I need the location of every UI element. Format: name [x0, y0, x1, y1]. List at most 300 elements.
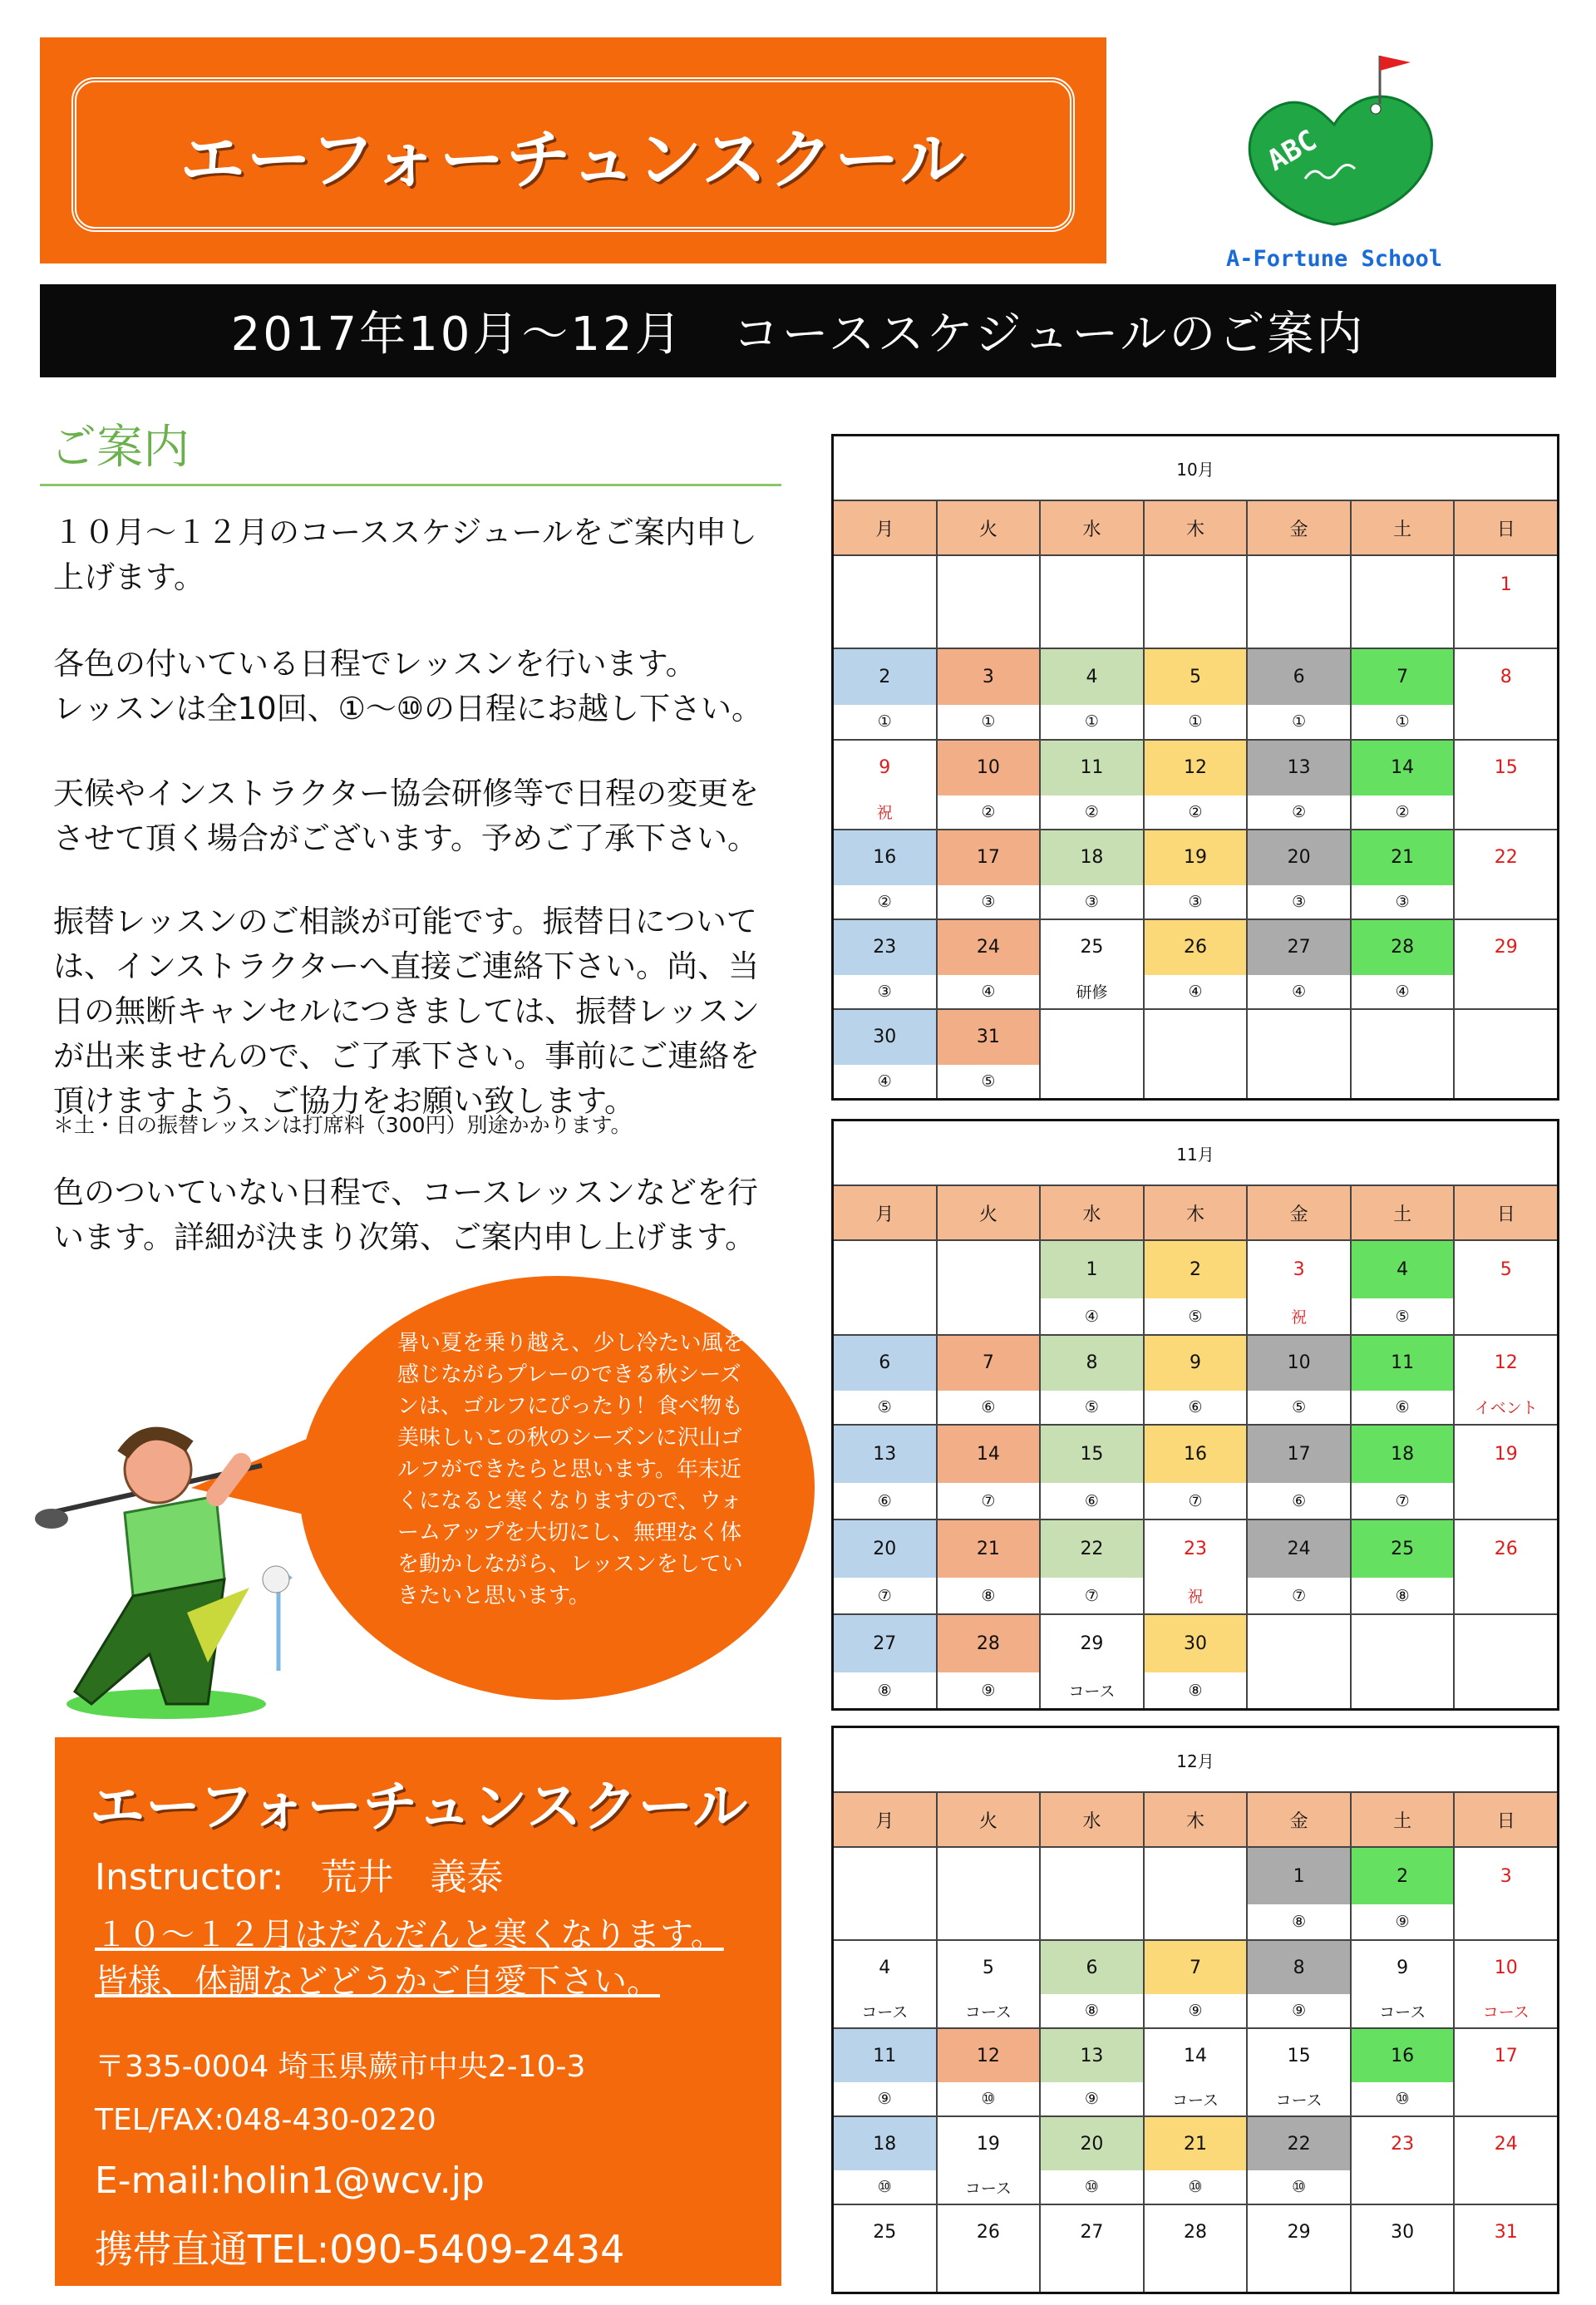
day-number: 26 — [1494, 1539, 1518, 1560]
day-lesson-label: ① — [981, 712, 996, 731]
day-number: 7 — [1396, 666, 1409, 687]
day-number: 27 — [873, 1633, 897, 1655]
calendar-day-cell — [1145, 2117, 1249, 2204]
day-lesson-label: ⑤ — [1292, 1397, 1307, 1416]
calendar-week-row — [834, 741, 1557, 830]
calendar-day-cell — [1455, 1241, 1557, 1334]
day-lesson-label: ① — [1188, 712, 1203, 731]
day-number: 11 — [1391, 1352, 1415, 1374]
weekday-header-row — [834, 1186, 1557, 1241]
calendar-day-cell — [938, 741, 1042, 829]
day-lesson-label: ⑩ — [1292, 2178, 1307, 2197]
weekday-label: 日 — [1496, 1810, 1515, 1832]
day-number: 17 — [1494, 2045, 1518, 2066]
day-number: 3 — [1293, 1259, 1305, 1281]
calendar-day-cell — [938, 1941, 1042, 2027]
calendar-day-cell — [834, 2117, 938, 2204]
day-number: 14 — [1184, 2045, 1208, 2066]
day-number: 25 — [1080, 937, 1104, 958]
day-lesson-label: ③ — [1084, 892, 1099, 911]
calendar-day-cell — [1455, 1520, 1557, 1613]
calendar-day-cell — [1248, 1336, 1352, 1424]
calendar-week-row — [834, 1520, 1557, 1615]
calendar-day-cell — [938, 1426, 1042, 1519]
day-number: 20 — [1080, 2133, 1104, 2155]
calendar-day-cell — [1145, 1941, 1249, 2027]
calendar-day-cell — [1455, 2117, 1557, 2204]
calendar-week-row — [834, 830, 1557, 920]
day-number: 15 — [1287, 2045, 1311, 2066]
calendar-day-cell — [1455, 1426, 1557, 1519]
day-number: 18 — [1391, 1444, 1415, 1465]
calendar-month-title: 12月 — [834, 1728, 1557, 1793]
calendar-day-cell — [1041, 1241, 1145, 1334]
day-number: 30 — [1184, 1633, 1208, 1655]
calendar-day-cell — [1248, 1848, 1352, 1939]
calendar-day-cell — [1145, 1426, 1249, 1519]
title-frame — [71, 77, 1075, 232]
calendar-day-cell — [1041, 1848, 1145, 1939]
calendar-day-cell — [834, 2205, 938, 2292]
calendar-day-cell — [1352, 2117, 1456, 2204]
calendar-day-cell — [1455, 1615, 1557, 1708]
calendar-day-cell — [834, 741, 938, 829]
day-lesson-label: ① — [1084, 712, 1099, 731]
weekday-label: 水 — [1041, 1186, 1145, 1239]
calendar-week-row — [834, 920, 1557, 1010]
day-lesson-label: ⑤ — [877, 1397, 892, 1416]
day-lesson-label: ⑧ — [981, 1586, 996, 1605]
calendar-week-row — [834, 2029, 1557, 2117]
calendar-day-cell — [1248, 741, 1352, 829]
calendar-day-cell — [1145, 2205, 1249, 2292]
day-lesson-label: ⑨ — [1292, 2002, 1307, 2021]
day-number: 24 — [1494, 2133, 1518, 2155]
day-lesson-label: ⑦ — [877, 1586, 892, 1605]
calendar-day-cell — [1145, 1336, 1249, 1424]
weekday-label: 月 — [834, 1793, 938, 1846]
weekday-label: 日 — [1496, 519, 1515, 540]
day-lesson-label: ⑩ — [877, 2178, 892, 2197]
calendar-day-cell — [834, 1941, 938, 2027]
day-number: 24 — [1287, 1539, 1311, 1560]
calendar-day-cell — [1455, 920, 1557, 1008]
calendar-day-cell — [1145, 2029, 1249, 2115]
day-lesson-label: ⑦ — [1188, 1491, 1203, 1510]
golf-ball-icon — [1371, 104, 1381, 114]
day-lesson-label: ⑩ — [1188, 2178, 1203, 2197]
day-lesson-label: ⑧ — [1292, 1913, 1307, 1932]
day-lesson-label: ⑩ — [1084, 2178, 1099, 2197]
calendar-day-cell — [1455, 1941, 1557, 2027]
day-number: 10 — [1494, 1957, 1518, 1978]
weekday-label: 日 — [1496, 1204, 1515, 1225]
day-lesson-label: ② — [1395, 802, 1410, 821]
calendar-day-cell — [834, 1010, 938, 1098]
calendar-day-cell — [1248, 1615, 1352, 1708]
day-lesson-label: ② — [1292, 802, 1307, 821]
calendar-month-title: 11月 — [834, 1121, 1557, 1186]
title-banner — [40, 37, 1106, 263]
calendar-day-cell — [1455, 830, 1557, 919]
day-lesson-label: ⑦ — [1395, 1491, 1410, 1510]
calendar-day-cell — [1248, 649, 1352, 739]
day-number: 19 — [1184, 847, 1208, 869]
weekday-label: 土 — [1352, 501, 1456, 554]
calendar-day-cell — [834, 920, 938, 1008]
guide-paragraph-course: 色のついていない日程で、コースレッスンなどを行います。詳細が決まり次第、ご案内申し上げます。 — [53, 1175, 759, 1255]
day-lesson-label: ⑩ — [981, 2090, 996, 2109]
calendar-day-cell — [1248, 2029, 1352, 2115]
calendar-day-cell — [1041, 2117, 1145, 2204]
day-lesson-label: ⑨ — [877, 2090, 892, 2109]
calendar-day-cell — [1455, 2029, 1557, 2115]
contact-footer — [55, 1737, 781, 2286]
calendar-day-cell — [1352, 556, 1456, 648]
calendar-november — [831, 1119, 1559, 1711]
day-lesson-label: ① — [1292, 712, 1307, 731]
weekday-label: 土 — [1352, 1186, 1456, 1239]
day-number: 16 — [873, 847, 897, 869]
day-number: 22 — [1494, 847, 1518, 869]
day-lesson-label: ③ — [1188, 892, 1203, 911]
weekday-label: 月 — [834, 1186, 938, 1239]
day-number: 9 — [1396, 1957, 1409, 1978]
day-number: 24 — [976, 937, 1000, 958]
day-lesson-label: ⑤ — [981, 1071, 996, 1091]
day-number: 29 — [1080, 1633, 1104, 1655]
calendar-day-cell — [834, 1426, 938, 1519]
calendar-day-cell — [1352, 1848, 1456, 1939]
calendar-day-cell — [938, 1010, 1042, 1098]
calendar-day-cell — [834, 1520, 938, 1613]
weekday-header-row — [834, 501, 1557, 556]
day-number: 27 — [1287, 937, 1311, 958]
calendar-day-cell — [1145, 830, 1249, 919]
day-number: 25 — [1391, 1539, 1415, 1560]
mobile-phone[interactable]: 携帯直通TEL:090-5409-2434 — [95, 2227, 625, 2272]
calendar-day-cell — [1352, 1010, 1456, 1098]
calendar-day-cell — [1145, 649, 1249, 739]
day-lesson-label: コース — [861, 2002, 909, 2022]
seasonal-message — [95, 1912, 724, 2005]
day-number: 15 — [1080, 1444, 1104, 1465]
guide-colors-line1: 各色の付いている日程でレッスンを行います。 — [53, 646, 697, 682]
calendar-day-cell — [1145, 1848, 1249, 1939]
day-number: 6 — [879, 1352, 891, 1374]
calendar-day-cell — [1248, 920, 1352, 1008]
school-title: エーフォーチュンスクール — [180, 123, 967, 198]
calendar-day-cell — [1352, 1241, 1456, 1334]
day-number: 2 — [1396, 1865, 1409, 1887]
day-number: 4 — [1396, 1259, 1409, 1281]
day-number: 30 — [1391, 2221, 1415, 2243]
calendar-day-cell — [834, 1336, 938, 1424]
weekday-label: 水 — [1041, 1793, 1145, 1846]
day-lesson-label: ① — [1395, 712, 1410, 731]
calendar-month-title: 10月 — [834, 436, 1557, 501]
day-lesson-label: 祝 — [876, 804, 893, 823]
day-number: 31 — [976, 1027, 1000, 1048]
day-lesson-label: イベント — [1474, 1399, 1538, 1418]
day-number: 31 — [1494, 2221, 1518, 2243]
calendar-day-cell — [1248, 2205, 1352, 2292]
calendar-week-row — [834, 1941, 1557, 2029]
calendar-day-cell — [1145, 556, 1249, 648]
day-number: 5 — [1500, 1259, 1512, 1281]
day-lesson-label: ⑦ — [1084, 1586, 1099, 1605]
calendar-day-cell — [1041, 2205, 1145, 2292]
calendar-day-cell — [1248, 2117, 1352, 2204]
calendar-day-cell — [1352, 1615, 1456, 1708]
day-number: 10 — [976, 757, 1000, 779]
day-lesson-label: ⑥ — [1188, 1397, 1203, 1416]
day-lesson-label: ③ — [981, 892, 996, 911]
instructor-name: Instructor: 荒井 義泰 — [95, 1856, 504, 1899]
day-number: 13 — [1080, 2045, 1104, 2066]
day-lesson-label: ④ — [877, 1071, 892, 1091]
day-number: 28 — [1184, 2221, 1208, 2243]
makeup-fee-note: ＊土・日の振替レッスンは打席料（300円）別途かかります。 — [53, 1113, 632, 1137]
day-lesson-label: ⑥ — [1084, 1491, 1099, 1510]
day-lesson-label: ⑨ — [1084, 2090, 1099, 2109]
footer-school-title: エーフォーチュンスクール — [90, 1775, 749, 1839]
calendar-week-row — [834, 2117, 1557, 2205]
calendar-day-cell — [1041, 1941, 1145, 2027]
day-number: 28 — [976, 1633, 1000, 1655]
day-lesson-label: ③ — [1292, 892, 1307, 911]
day-number: 12 — [1494, 1352, 1518, 1374]
calendar-day-cell — [834, 1615, 938, 1708]
day-number: 25 — [873, 2221, 897, 2243]
calendar-week-row — [834, 2205, 1557, 2292]
day-number: 30 — [873, 1027, 897, 1048]
calendar-day-cell — [834, 556, 938, 648]
day-number: 17 — [1287, 1444, 1311, 1465]
day-lesson-label: ⑦ — [1292, 1586, 1307, 1605]
weekday-label: 火 — [938, 1793, 1042, 1846]
day-number: 23 — [1184, 1539, 1208, 1560]
day-number: 22 — [1287, 2133, 1311, 2155]
weekday-label: 水 — [1041, 501, 1145, 554]
calendar-day-cell — [1041, 1615, 1145, 1708]
calendar-day-cell — [938, 1241, 1042, 1334]
day-number: 26 — [976, 2221, 1000, 2243]
day-number: 8 — [1293, 1957, 1305, 1978]
day-lesson-label: ⑥ — [877, 1491, 892, 1510]
day-lesson-label: コース — [964, 2002, 1012, 2022]
calendar-day-cell — [1352, 830, 1456, 919]
day-number: 23 — [1391, 2133, 1415, 2155]
calendar-october — [831, 434, 1559, 1101]
tel-fax: TEL/FAX:048-430-0220 — [95, 2103, 436, 2137]
calendar-week-row — [834, 1426, 1557, 1520]
guide-paragraph-colors — [53, 642, 785, 731]
calendar-day-cell — [1041, 1520, 1145, 1613]
day-lesson-label: コース — [1482, 2002, 1530, 2022]
day-lesson-label: ③ — [1395, 892, 1410, 911]
day-number: 27 — [1080, 2221, 1104, 2243]
club-head-icon — [35, 1509, 68, 1529]
calendar-day-cell — [1352, 1520, 1456, 1613]
calendar-day-cell — [1145, 1010, 1249, 1098]
day-number: 6 — [1086, 1957, 1098, 1978]
day-number: 1 — [1500, 574, 1512, 595]
calendar-day-cell — [1041, 2029, 1145, 2115]
day-number: 8 — [1500, 666, 1512, 687]
calendar-day-cell — [1041, 556, 1145, 648]
calendar-day-cell — [938, 830, 1042, 919]
calendar-day-cell — [834, 1848, 938, 1939]
day-number: 29 — [1287, 2221, 1311, 2243]
weekday-label: 木 — [1145, 1186, 1249, 1239]
calendar-day-cell — [1455, 556, 1557, 648]
calendar-day-cell — [1248, 1010, 1352, 1098]
address: 〒335-0004 埼玉県蕨市中央2-10-3 — [95, 2050, 586, 2084]
calendar-day-cell — [1352, 1941, 1456, 2027]
calendar-day-cell — [1455, 741, 1557, 829]
day-number: 12 — [1184, 757, 1208, 779]
day-lesson-label: ④ — [1084, 1307, 1099, 1326]
day-lesson-label: ④ — [1292, 982, 1307, 1001]
day-lesson-label: ⑥ — [981, 1397, 996, 1416]
bubble-message: 暑い夏を乗り越え、少し冷たい風を感じながらプレーのできる秋シーズンは、ゴルフにぴったり！食べ物も美味しいこの秋のシーズンに沢山ゴルフができたらと思います。年末近くになると寒くなりますので、ウォームアップを大切にし、無理なく体を動かしながら、レッスンをしていきたいと思います。 — [397, 1331, 745, 1608]
day-number: 21 — [1184, 2133, 1208, 2155]
calendar-day-cell — [938, 2205, 1042, 2292]
day-lesson-label: ② — [1188, 802, 1203, 821]
day-number: 14 — [976, 1444, 1000, 1465]
calendar-day-cell — [938, 2029, 1042, 2115]
guide-colors-line2: レッスンは全10回、①～⑩の日程にお越し下さい。 — [53, 691, 763, 726]
calendar-day-cell — [1248, 1426, 1352, 1519]
calendar-day-cell — [1041, 1336, 1145, 1424]
day-number: 23 — [873, 937, 897, 958]
day-number: 26 — [1184, 937, 1208, 958]
day-number: 17 — [976, 847, 1000, 869]
day-number: 6 — [1293, 666, 1305, 687]
day-number: 7 — [1190, 1957, 1202, 1978]
day-lesson-label: ⑨ — [1395, 1913, 1410, 1932]
day-lesson-label: コース — [1068, 1682, 1116, 1702]
day-number: 10 — [1287, 1352, 1311, 1374]
day-number: 7 — [982, 1352, 994, 1374]
guide-paragraph-intro: １０月～１２月のコーススケジュールをご案内申し上げます。 — [53, 515, 757, 595]
calendar-day-cell — [1248, 830, 1352, 919]
weekday-label: 土 — [1352, 1793, 1456, 1846]
calendar-week-row — [834, 1241, 1557, 1336]
day-number: 5 — [1190, 666, 1202, 687]
email[interactable]: E-mail:holin1@wcv.jp — [95, 2160, 485, 2202]
calendar-day-cell — [1248, 1241, 1352, 1334]
calendar-day-cell — [1455, 1010, 1557, 1098]
calendar-day-cell — [1041, 920, 1145, 1008]
calendar-day-cell — [1041, 649, 1145, 739]
day-lesson-label: コース — [1171, 2091, 1219, 2110]
calendar-day-cell — [938, 1615, 1042, 1708]
day-lesson-label: ④ — [1188, 982, 1203, 1001]
day-number: 19 — [976, 2133, 1000, 2155]
day-lesson-label: 祝 — [1291, 1308, 1308, 1327]
school-logo — [1209, 46, 1459, 287]
calendar-week-row — [834, 556, 1557, 649]
calendar-day-cell — [1455, 649, 1557, 739]
calendar-day-cell — [1041, 1010, 1145, 1098]
calendar-day-cell — [1352, 2029, 1456, 2115]
calendar-day-cell — [834, 2029, 938, 2115]
calendar-day-cell — [1145, 1615, 1249, 1708]
day-number: 13 — [1287, 757, 1311, 779]
day-number: 29 — [1494, 937, 1518, 958]
day-lesson-label: ⑥ — [1292, 1491, 1307, 1510]
day-lesson-label: ② — [1084, 802, 1099, 821]
day-lesson-label: ⑩ — [1395, 2090, 1410, 2109]
day-number: 16 — [1391, 2045, 1415, 2066]
weekday-label: 木 — [1145, 501, 1249, 554]
day-number: 12 — [976, 2045, 1000, 2066]
weekday-label: 火 — [938, 501, 1042, 554]
day-number: 20 — [1287, 847, 1311, 869]
calendar-day-cell — [1145, 920, 1249, 1008]
day-number: 1 — [1293, 1865, 1305, 1887]
day-lesson-label: 研修 — [1076, 983, 1108, 1002]
calendar-day-cell — [1145, 1241, 1249, 1334]
calendar-day-cell — [1248, 1941, 1352, 2027]
calendar-day-cell — [1041, 741, 1145, 829]
calendar-day-cell — [1352, 1426, 1456, 1519]
day-lesson-label: ⑨ — [1188, 2002, 1203, 2021]
day-lesson-label: 祝 — [1187, 1588, 1204, 1607]
day-number: 19 — [1494, 1444, 1518, 1465]
weekday-label: 金 — [1248, 501, 1352, 554]
weekday-label: 火 — [938, 1186, 1042, 1239]
day-lesson-label: ⑦ — [981, 1491, 996, 1510]
calendar-day-cell — [1145, 1520, 1249, 1613]
day-number: 2 — [879, 666, 891, 687]
calendar-december — [831, 1726, 1559, 2294]
ball-icon — [263, 1566, 289, 1593]
day-lesson-label: ⑧ — [1188, 1681, 1203, 1700]
calendar-week-row — [834, 1336, 1557, 1426]
calendar-day-cell — [1352, 1336, 1456, 1424]
calendar-day-cell — [1041, 1426, 1145, 1519]
seasonal-message-line1: １０～１２月はだんだんと寒くなります。 — [95, 1916, 724, 1954]
day-lesson-label: ⑧ — [1084, 2002, 1099, 2021]
calendar-day-cell — [1455, 2205, 1557, 2292]
day-lesson-label: コース — [964, 2179, 1012, 2198]
day-number: 28 — [1391, 937, 1415, 958]
calendar-day-cell — [1352, 649, 1456, 739]
day-number: 4 — [879, 1957, 891, 1978]
day-number: 18 — [873, 2133, 897, 2155]
day-number: 15 — [1494, 757, 1518, 779]
calendar-day-cell — [1352, 2205, 1456, 2292]
day-number: 3 — [982, 666, 994, 687]
day-number: 14 — [1391, 757, 1415, 779]
calendar-day-cell — [938, 920, 1042, 1008]
calendar-day-cell — [1352, 741, 1456, 829]
calendar-day-cell — [1455, 1848, 1557, 1939]
calendar-day-cell — [1248, 1520, 1352, 1613]
guide-paragraph-changes: 天候やインストラクター協会研修等で日程の変更をさせて頂く場合がございます。予めご了承下さい。 — [53, 776, 760, 856]
day-number: 13 — [873, 1444, 897, 1465]
day-number: 22 — [1080, 1539, 1104, 1560]
day-lesson-label: ② — [877, 892, 892, 911]
day-lesson-label: コース — [1379, 2002, 1426, 2022]
calendar-day-cell — [938, 1848, 1042, 1939]
day-lesson-label: ③ — [877, 982, 892, 1001]
day-lesson-label: ⑤ — [1188, 1307, 1203, 1326]
calendar-day-cell — [834, 830, 938, 919]
